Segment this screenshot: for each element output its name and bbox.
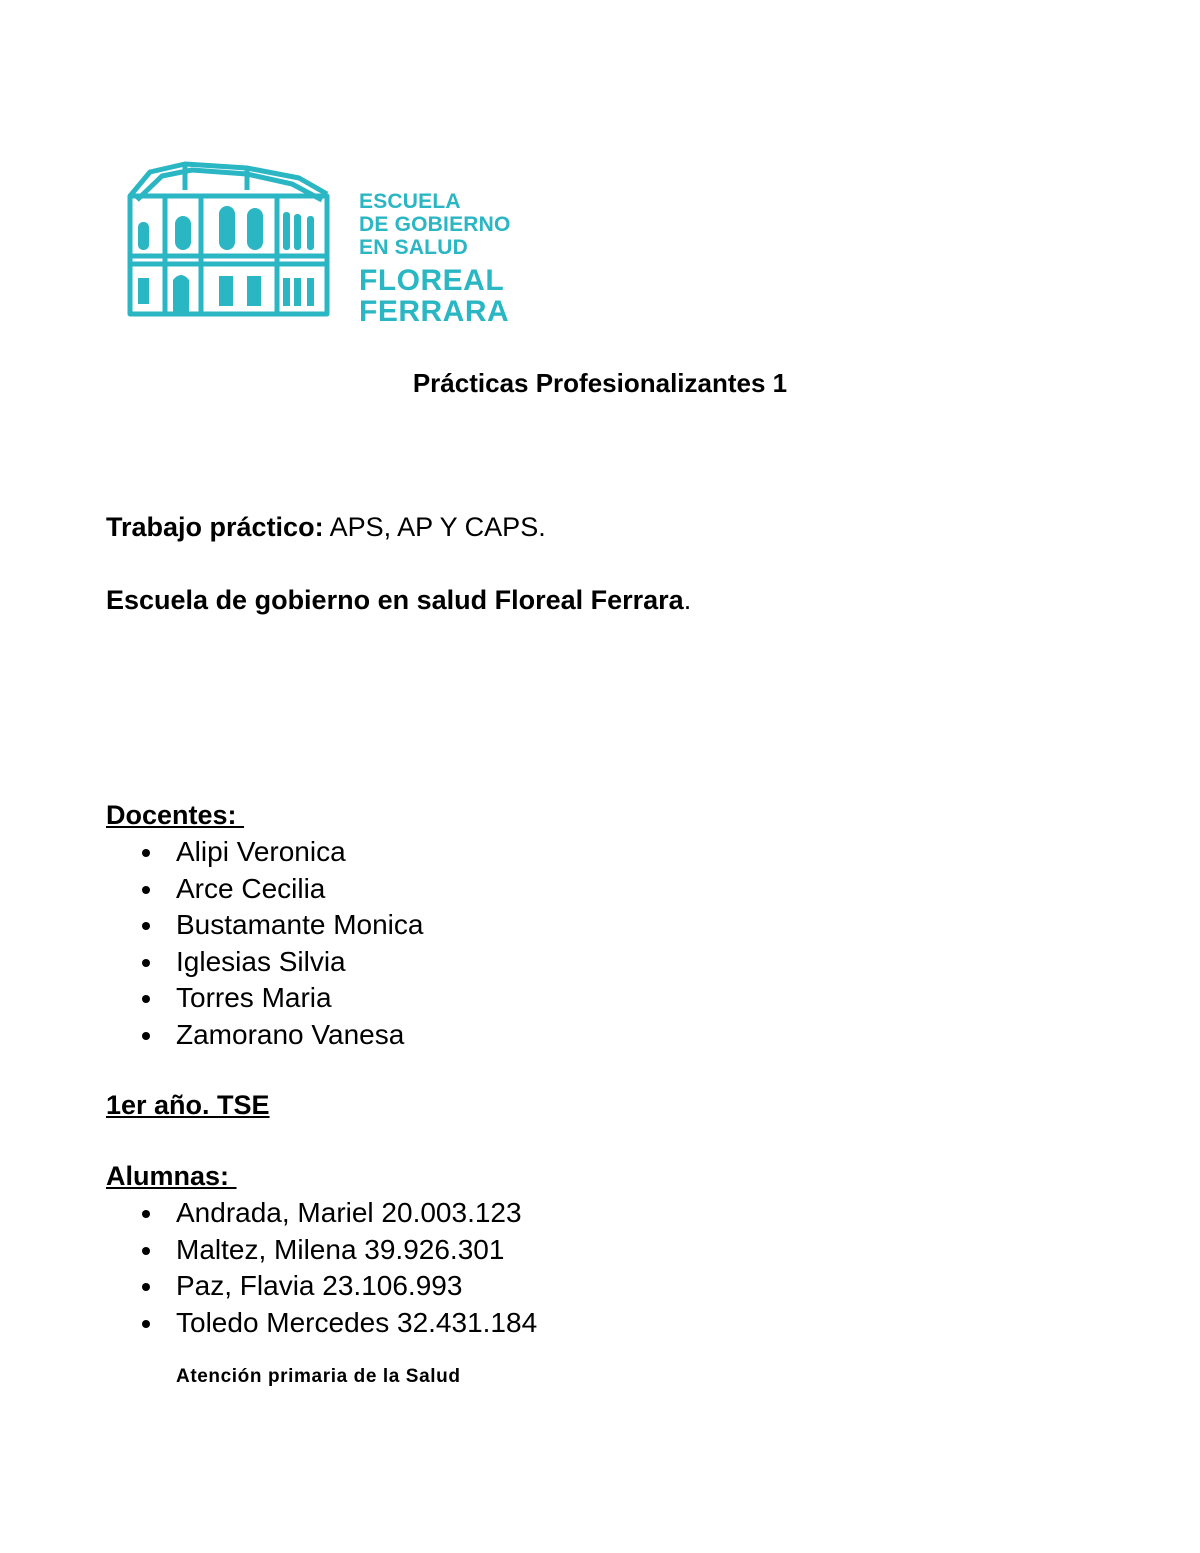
bullet-icon bbox=[142, 886, 150, 894]
building-icon bbox=[127, 160, 332, 320]
school-logo bbox=[127, 160, 527, 328]
list-item: Bustamante Monica bbox=[140, 907, 423, 944]
logo-line-escuela: ESCUELA bbox=[359, 190, 461, 213]
escuela-line bbox=[106, 585, 691, 616]
trabajo-label: Trabajo práctico: bbox=[106, 512, 324, 542]
bullet-icon bbox=[142, 1032, 150, 1040]
list-item: Alipi Veronica bbox=[140, 834, 423, 871]
logo-line-ferrara: FERRARA bbox=[359, 295, 510, 328]
list-item: Arce Cecilia bbox=[140, 871, 423, 908]
list-item: Torres Maria bbox=[140, 980, 423, 1017]
list-item: Andrada, Mariel 20.003.123 bbox=[140, 1195, 537, 1232]
list-item: Toledo Mercedes 32.431.184 bbox=[140, 1305, 537, 1342]
trabajo-practico-line bbox=[106, 512, 546, 543]
logo-line-floreal: FLOREAL bbox=[359, 264, 505, 297]
list-item: Paz, Flavia 23.106.993 bbox=[140, 1268, 537, 1305]
logo-line-gobierno: DE GOBIERNO bbox=[359, 213, 511, 236]
bullet-icon bbox=[142, 1210, 150, 1218]
bullet-icon bbox=[142, 1320, 150, 1328]
bullet-icon bbox=[142, 959, 150, 967]
bullet-icon bbox=[142, 1247, 150, 1255]
docentes-list bbox=[140, 834, 423, 1053]
escuela-end: . bbox=[683, 585, 692, 615]
bullet-icon bbox=[142, 922, 150, 930]
footer-note: Atención primaria de la Salud bbox=[176, 1366, 461, 1387]
list-item: Maltez, Milena 39.926.301 bbox=[140, 1232, 537, 1269]
bullet-icon bbox=[142, 1283, 150, 1291]
alumnas-list bbox=[140, 1195, 537, 1341]
list-item: Iglesias Silvia bbox=[140, 944, 423, 981]
alumnas-heading: Alumnas: bbox=[106, 1161, 237, 1191]
list-item: Zamorano Vanesa bbox=[140, 1017, 423, 1054]
escuela-label: Escuela de gobierno en salud Floreal Ferrara bbox=[106, 585, 684, 615]
docentes-heading: Docentes: bbox=[106, 800, 245, 830]
trabajo-value: APS, AP Y CAPS. bbox=[323, 512, 546, 542]
bullet-icon bbox=[142, 849, 150, 857]
logo-wordmark bbox=[359, 190, 511, 327]
curso-heading: 1er año. TSE bbox=[106, 1090, 270, 1120]
page-title: Prácticas Profesionalizantes 1 bbox=[412, 368, 788, 398]
bullet-icon bbox=[142, 995, 150, 1003]
logo-line-salud: EN SALUD bbox=[359, 236, 468, 259]
